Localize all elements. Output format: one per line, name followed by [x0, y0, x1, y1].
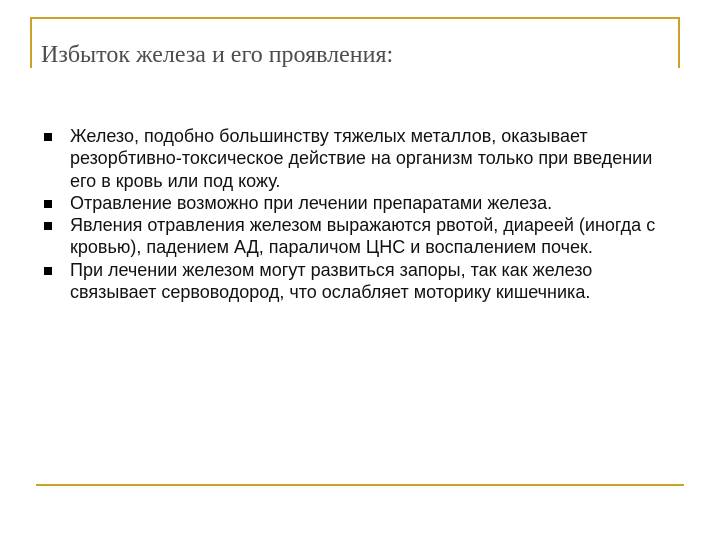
- slide-title: Избыток железа и его проявления:: [41, 42, 394, 68]
- bullet-text: При лечении железом могут развиться запоры, так как железо связывает сервоводород, что ослабляет моторику кишечника.: [70, 259, 593, 303]
- square-bullet-icon: [44, 200, 52, 208]
- frame-line-top: [30, 17, 680, 19]
- frame-line-right: [678, 17, 680, 68]
- square-bullet-icon: [44, 222, 52, 230]
- frame-line-bottom: [36, 484, 684, 486]
- bullet-item: [44, 259, 674, 304]
- bullet-text: Отравление возможно при лечении препаратами железа.: [70, 192, 553, 213]
- bullet-text: Явления отравления железом выражаются рвотой, диареей (иногда с кровью), падением АД, параличом ЦНС и воспалением почек.: [70, 215, 656, 258]
- frame-line-left: [30, 17, 32, 68]
- bullet-list: [44, 125, 674, 303]
- bullet-item: [44, 214, 674, 259]
- square-bullet-icon: [44, 133, 52, 141]
- bullet-item: [44, 125, 674, 192]
- bullet-text: Железо, подобно большинству тяжелых металлов, оказывает резорбтивно-токсическое действие на организм только при введении его в кровь или под кожу.: [70, 126, 653, 191]
- bullet-item: [44, 192, 674, 214]
- square-bullet-icon: [44, 267, 52, 275]
